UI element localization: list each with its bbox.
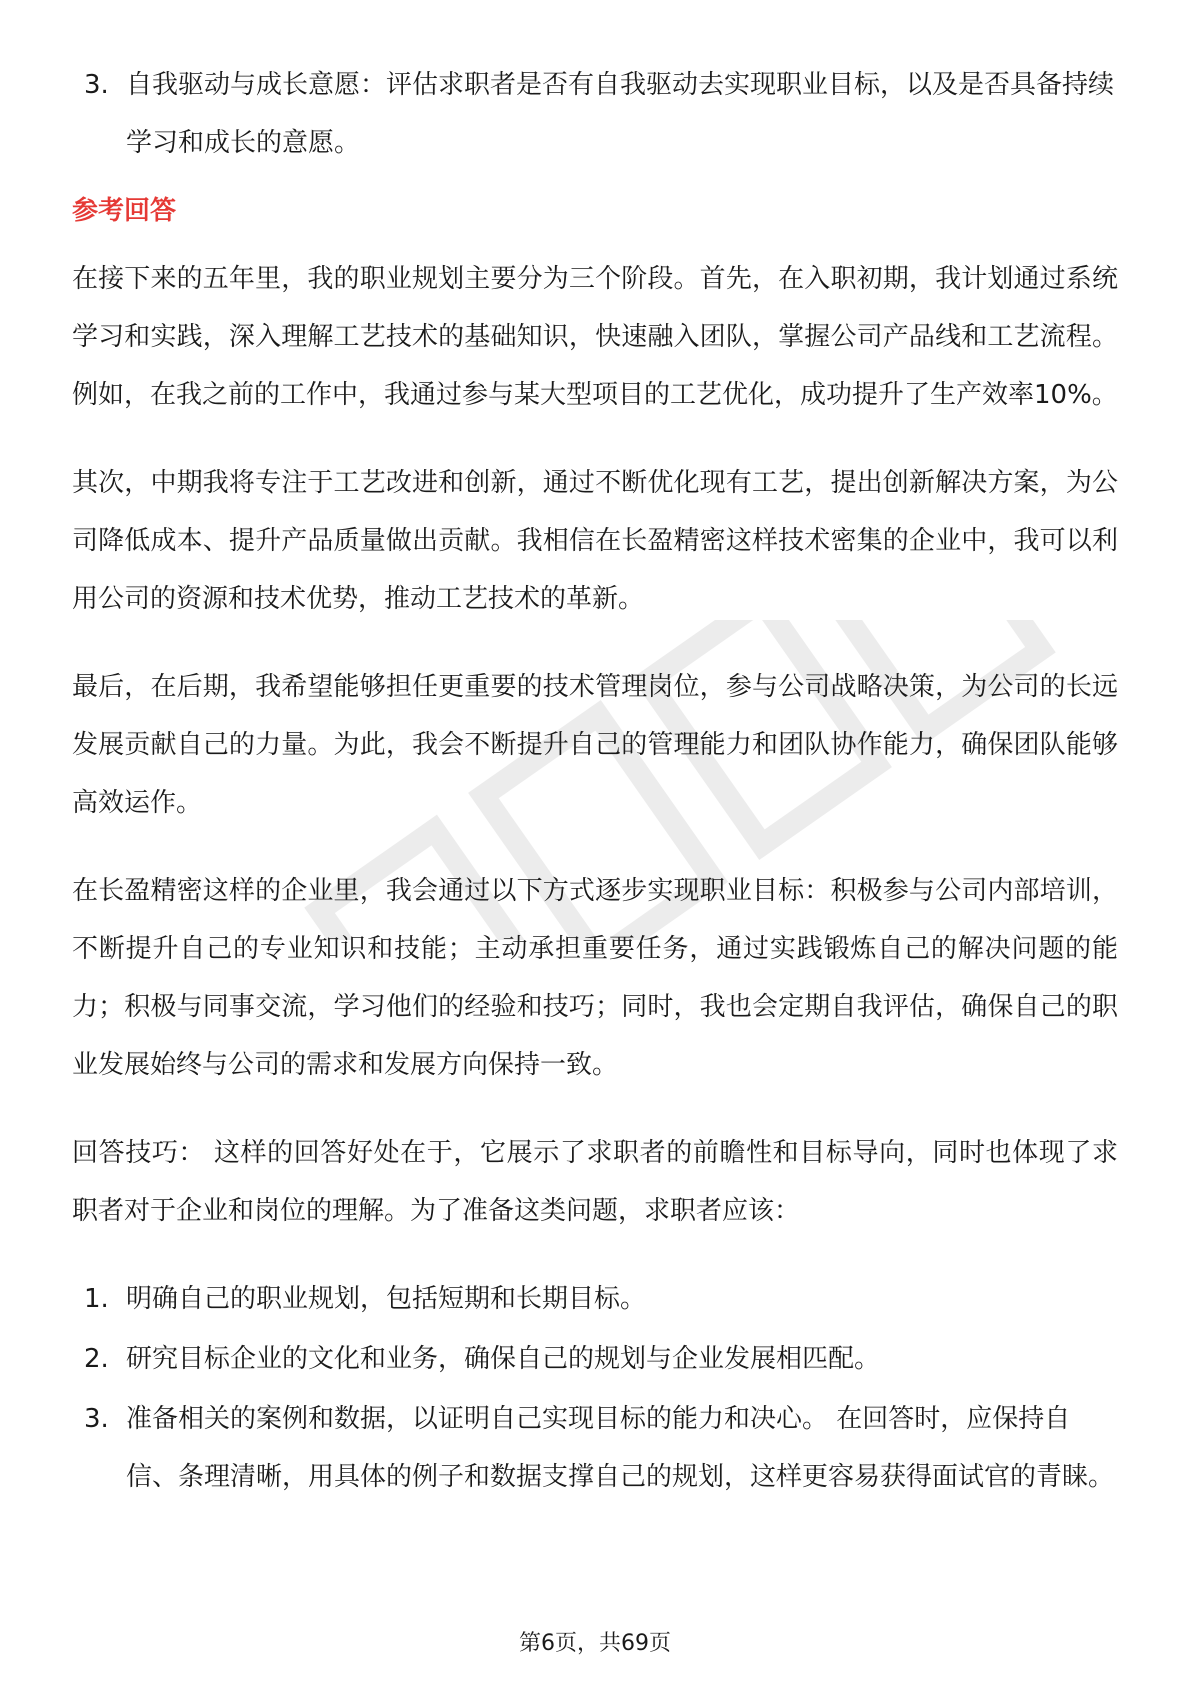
document-content [72, 56, 1118, 1508]
answer-paragraph: 在接下来的五年里，我的职业规划主要分为三个阶段。首先，在入职初期，我计划通过系统学习和实践，深入理解工艺技术的基础知识，快速融入团队，掌握公司产品线和工艺流程。例如，在我之前的工作中，我通过参与某大型项目的工艺优化，成功提升了生产效率10%。 [72, 264, 1118, 410]
list-number: 1. [84, 1284, 109, 1314]
list-text: 准备相关的案例和数据，以证明自己实现目标的能力和决心。 在回答时，应保持自信、条理清晰，用具体的例子和数据支撑自己的规划，这样更容易获得面试官的青睐。 [126, 1404, 1115, 1492]
list-number: 3. [84, 1404, 109, 1434]
list-number: 3. [84, 70, 109, 100]
list-number: 2. [84, 1344, 109, 1374]
list-text: 自我驱动与成长意愿：评估求职者是否有自我驱动去实现职业目标，以及是否具备持续学习和成长的意愿。 [126, 70, 1115, 158]
list-text: 研究目标企业的文化和业务，确保自己的规划与企业发展相匹配。 [126, 1344, 881, 1374]
answer-paragraph: 其次，中期我将专注于工艺改进和创新，通过不断优化现有工艺，提出创新解决方案，为公司降低成本、提升产品质量做出贡献。我相信在长盈精密这样技术密集的企业中，我可以利用公司的资源和技术优势，推动工艺技术的革新。 [72, 468, 1118, 614]
list-item [72, 1390, 1118, 1506]
tips-paragraph: 回答技巧： 这样的回答好处在于，它展示了求职者的前瞻性和目标导向，同时也体现了求职者对于企业和岗位的理解。为了准备这类问题，求职者应该： [72, 1138, 1118, 1226]
tips-list [72, 1270, 1118, 1506]
list-item [72, 56, 1118, 172]
criteria-list [72, 56, 1118, 172]
page-footer: 第6页，共69页 [519, 1631, 671, 1656]
list-text: 明确自己的职业规划，包括短期和长期目标。 [126, 1284, 647, 1314]
answer-paragraph: 在长盈精密这样的企业里，我会通过以下方式逐步实现职业目标：积极参与公司内部培训，不断提升自己的专业知识和技能；主动承担重要任务，通过实践锻炼自己的解决问题的能力；积极与同事交流，学习他们的经验和技巧；同时，我也会定期自我评估，确保自己的职业发展始终与公司的需求和发展方向保持一致。 [72, 876, 1118, 1080]
list-item [72, 1270, 1118, 1328]
section-title: 参考回答 [72, 196, 177, 226]
answer-paragraph: 最后，在后期，我希望能够担任更重要的技术管理岗位，参与公司战略决策，为公司的长远发展贡献自己的力量。为此，我会不断提升自己的管理能力和团队协作能力，确保团队能够高效运作。 [72, 672, 1118, 818]
list-item [72, 1330, 1118, 1388]
